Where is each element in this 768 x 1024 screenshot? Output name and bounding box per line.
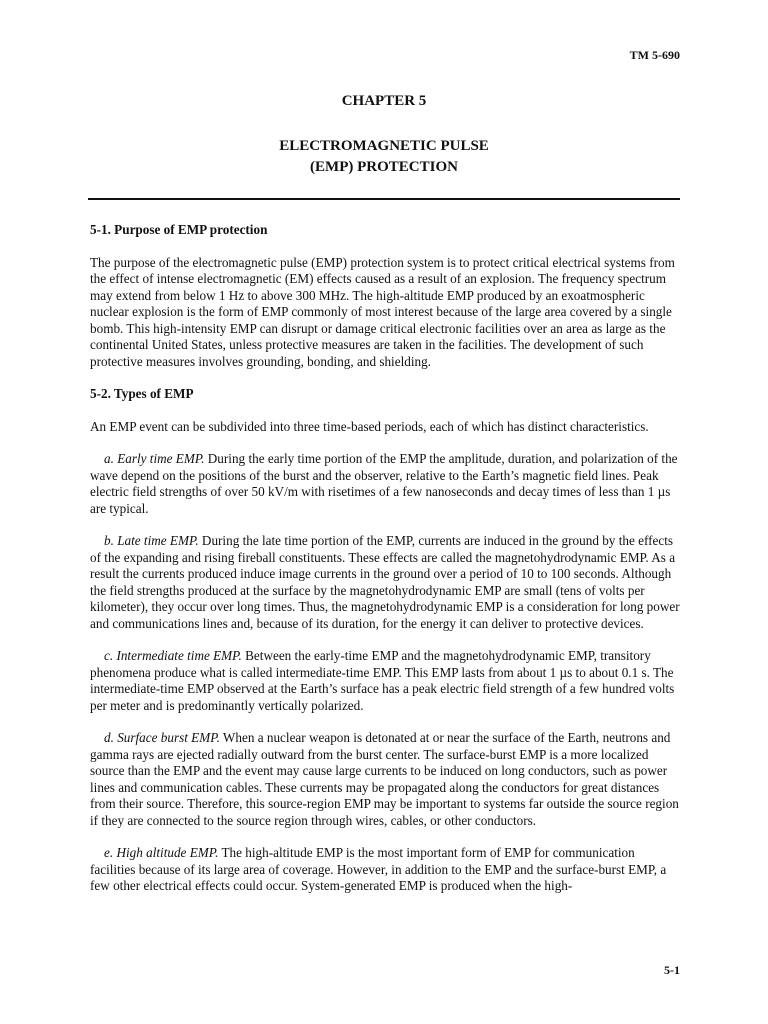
item-label: d. Surface burst EMP. [104,730,220,745]
document-body [90,222,680,911]
section-intro-5-2: An EMP event can be subdivided into three time-based periods, each of which has distinct characteristics. [90,418,649,434]
header-divider [88,198,680,200]
item-label: a. Early time EMP. [104,451,205,466]
item-label: c. Intermediate time EMP. [104,648,242,663]
list-item-surface-burst [90,730,680,829]
item-label: e. High altitude EMP. [104,845,219,860]
chapter-title: CHAPTER 5 [341,93,427,109]
list-item-early-time [90,451,680,517]
item-text: When a nuclear weapon is detonated at or near the surface of the Earth, neutrons and gamma rays are ejected radially outward from the burst center. The surface-burst EMP is a more localized source than the EMP and the event may cause large currents to be induced on long conductors, such as power lines and communication cables. These currents may be propagated along the conductors for great distances from their source. Therefore, this source-region EMP may be important to systems far outside the source region if they are connected to the source region through wires, cables, or other conductors. [90,730,679,828]
item-text: Between the early-time EMP and the magnetohydrodynamic EMP, transitory phenomena produce what is called intermediate-time EMP. This EMP lasts from about 1 µs to about 0.1 s. The intermediate-time EMP observed at the Earth’s surface has a peak electric field strength of a few hundred volts per meter and is predominantly vertically polarized. [90,648,675,713]
section-paragraph-5-1: The purpose of the electromagnetic pulse (EMP) protection system is to protect critical electrical systems from the effect of intense electromagnetic (EM) effects caused as a result of an explosion. The frequency spectrum may extend from below 1 Hz to above 300 MHz. The high-altitude EMP produced by an exoatmospheric nuclear explosion is the form of EMP commonly of most interest because of the large area covered by a single bomb. This high-intensity EMP can disrupt or damage critical electronic facilities over an area as large as the continental United States, unless protective measures are taken in the facilities. The development of such protective measures involves grounding, bonding, and shielding. [90,254,675,369]
item-text: The high-altitude EMP is the most important form of EMP for communication facilities because of its large area of coverage. However, in addition to the EMP and the surface-burst EMP, a few other electrical effects could occur. System-generated EMP is produced when the high- [90,845,667,893]
item-label: b. Late time EMP. [104,533,199,548]
document-id: TM 5-690 [629,48,680,62]
chapter-subtitle-line-2: (EMP) PROTECTION [310,159,458,175]
chapter-subtitle [0,136,768,178]
item-text: During the late time portion of the EMP, currents are induced in the ground by the effects of the expanding and rising fireball constituents. These effects are called the magnetohydrodynamic EMP. As a result the currents produced induce image currents in the ground over a period of 10 to 100 seconds. Although the field strengths produced at the surface by the magnetohydrodynamic EMP are small (tens of volts per kilometer), they occur over long times. Thus, the magnetohydrodynamic EMP is a consideration for long power and communications lines and, because of its duration, for the energy it can deliver to protective devices. [90,533,680,631]
section-heading-5-1: 5-1. Purpose of EMP protection [90,222,268,237]
list-item-late-time [90,533,680,632]
item-text: During the early time portion of the EMP the amplitude, duration, and polarization of the wave depend on the positions of the burst and the observer, relative to the Earth’s magnetic field lines. Peak electric field strengths of over 50 kV/m with risetimes of a few nanoseconds and decay times of less than 1 µs are typical. [90,451,678,516]
chapter-subtitle-line-1: ELECTROMAGNETIC PULSE [279,138,489,154]
page-number: 5-1 [664,963,680,977]
list-item-intermediate-time [90,648,680,714]
section-heading-5-2: 5-2. Types of EMP [90,386,194,401]
list-item-high-altitude [90,845,680,895]
